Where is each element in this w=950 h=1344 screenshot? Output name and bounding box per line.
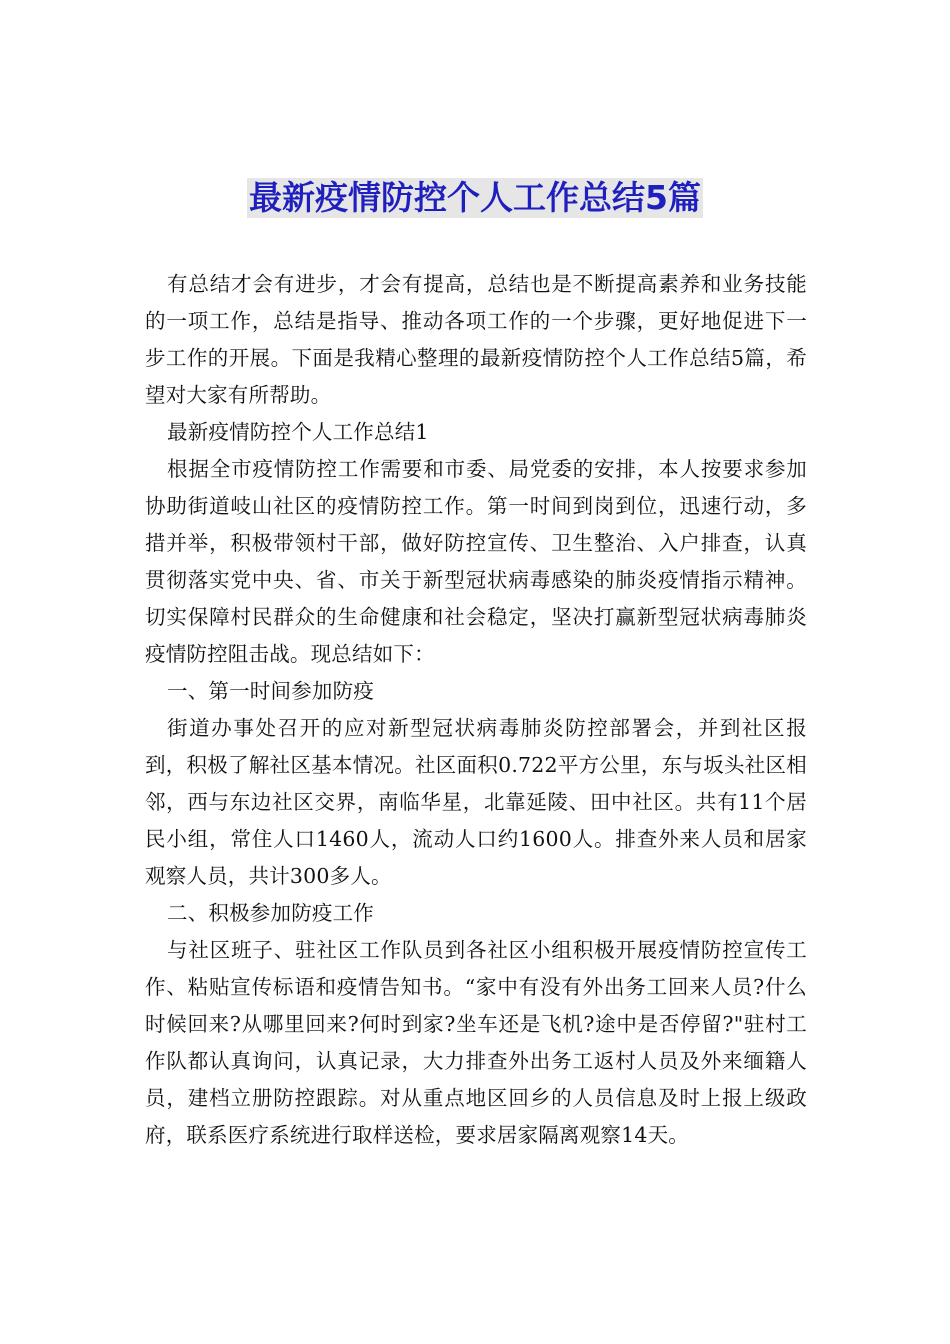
- subsection-heading: 二、积极参加防疫工作: [167, 901, 374, 925]
- document-body: [145, 266, 807, 1154]
- title-container: [0, 178, 950, 218]
- section-heading: 最新疫情防控个人工作总结1: [167, 420, 429, 444]
- subsection-heading: 一、第一时间参加防疫: [167, 679, 374, 703]
- intro-paragraph: 有总结才会有进步，才会有提高，总结也是不断提高素养和业务技能的一项工作，总结是指导、推动各项工作的一个步骤，更好地促进下一步工作的开展。下面是我精心整理的最新疫情防控个人工作总结5篇，希望对大家有所帮助。: [145, 272, 807, 407]
- body-paragraph: 与社区班子、驻社区工作队员到各社区小组积极开展疫情防控宣传工作、粘贴宣传标语和疫情告知书。“家中有没有外出务工回来人员?什么时候回来?从哪里回来?何时到家?坐车还是飞机?途中是否停留?"驻村工作队都认真询问，认真记录，大力排查外出务工返村人员及外来缅籍人员，建档立册防控跟踪。对从重点地区回乡的人员信息及时上报上级政府，联系医疗系统进行取样送检，要求居家隔离观察14天。: [145, 938, 807, 1147]
- body-paragraph: 街道办事处召开的应对新型冠状病毒肺炎防控部署会，并到社区报到，积极了解社区基本情况。社区面积0.722平方公里，东与坂头社区相邻，西与东边社区交界，南临华星，北靠延陵、田中社区。共有11个居民小组，常住人口1460人，流动人口约1600人。排查外来人员和居家观察人员，共计300多人。: [145, 716, 807, 888]
- document-title: 最新疫情防控个人工作总结5篇: [249, 178, 701, 217]
- body-paragraph: 根据全市疫情防控工作需要和市委、局党委的安排，本人按要求参加协助街道岐山社区的疫情防控工作。第一时间到岗到位，迅速行动，多措并举，积极带领村干部，做好防控宣传、卫生整治、入户排查，认真贯彻落实党中央、省、市关于新型冠状病毒感染的肺炎疫情指示精神。切实保障村民群众的生命健康和社会稳定，坚决打赢新型冠状病毒肺炎疫情防控阻击战。现总结如下：: [145, 457, 807, 666]
